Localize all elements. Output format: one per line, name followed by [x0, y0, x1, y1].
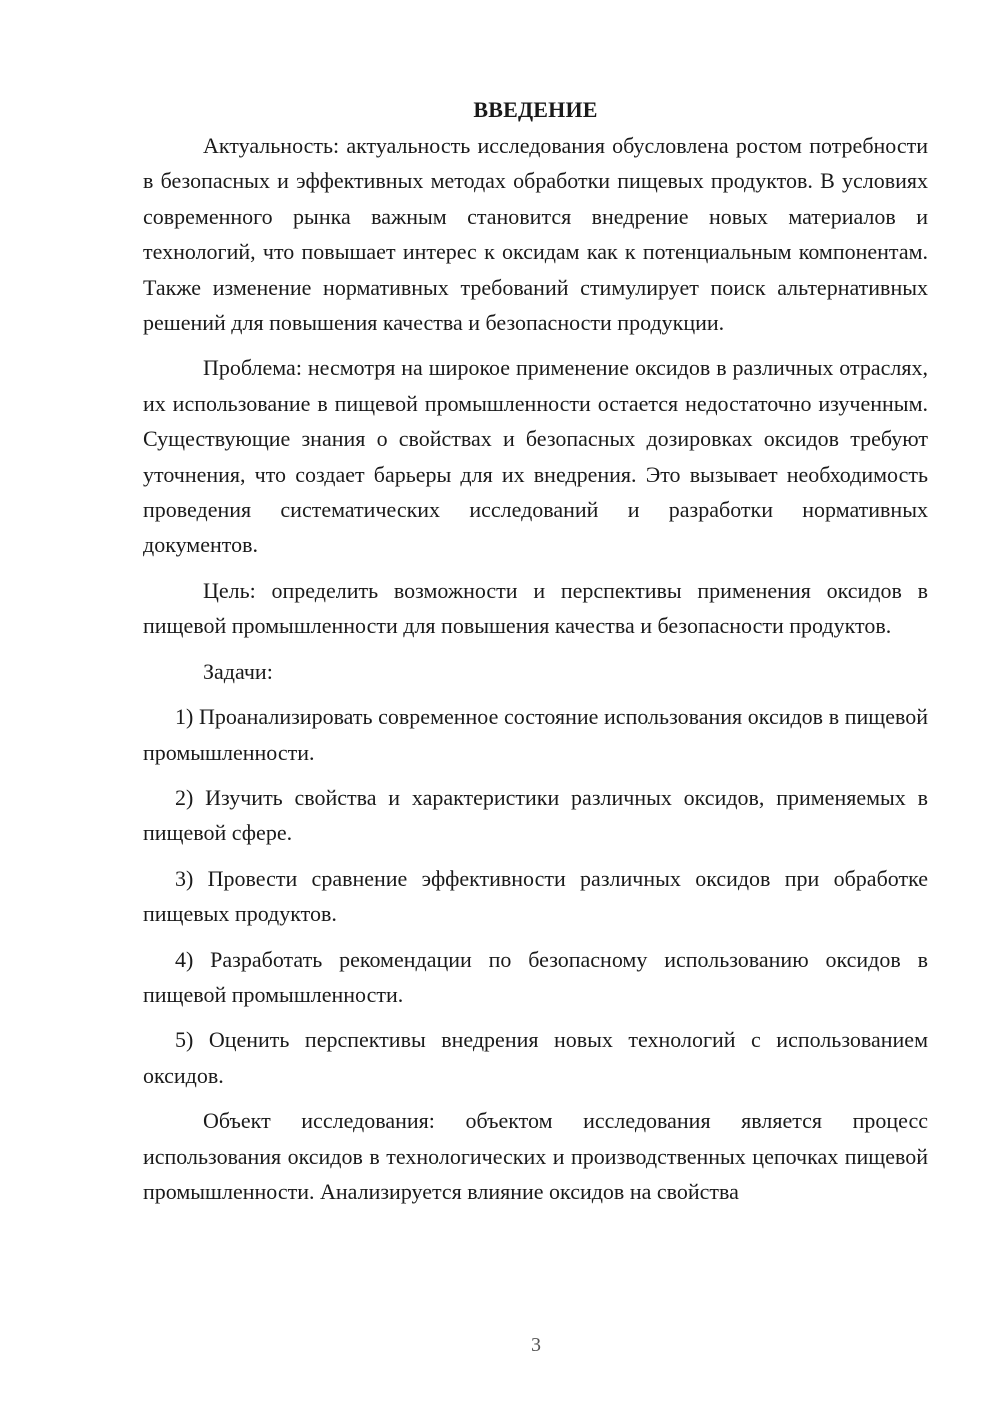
task-item-2: 2) Изучить свойства и характеристики различных оксидов, применяемых в пищевой сфере.: [143, 784, 928, 846]
document-page: [143, 92, 928, 1219]
paragraph-relevance: Актуальность: актуальность исследования обусловлена ростом потребности в безопасных и эффективных методах обработки пищевых продуктов. В условиях современного рынка важным становится внедрение новых материалов и технологий, что повышает интерес к оксидам как к потенциальным компонентам. Также изменение нормативных требований стимулирует поиск альтернативных решений для повышения качества и безопасности продукции.: [143, 133, 928, 336]
paragraph-problem: Проблема: несмотря на широкое применение оксидов в различных отраслях, их использование в пищевой промышленности остается недостаточно изученным. Существующие знания о свойствах и безопасных дозировках оксидов требуют уточнения, что создает барьеры для их внедрения. Это вызывает необходимость проведения систематических исследований и разработки нормативных документов.: [143, 355, 928, 558]
task-item-5: 5) Оценить перспективы внедрения новых технологий с использованием оксидов.: [143, 1027, 928, 1088]
task-item-3: 3) Провести сравнение эффективности различных оксидов при обработке пищевых продуктов.: [143, 865, 928, 927]
page-title: ВВЕДЕНИЕ: [473, 97, 598, 122]
paragraph-object: Объект исследования: объектом исследования является процесс использования оксидов в технологических и производственных цепочках пищевой промышленности. Анализируется влияние оксидов на свойства: [143, 1108, 928, 1204]
tasks-heading: Задачи:: [203, 658, 273, 684]
page-number: 3: [531, 1334, 541, 1356]
task-item-1: 1) Проанализировать современное состояние использования оксидов в пищевой промышленности.: [143, 704, 928, 765]
task-item-4: 4) Разработать рекомендации по безопасному использованию оксидов в пищевой промышленности.: [143, 946, 928, 1007]
paragraph-goal: Цель: определить возможности и перспективы применения оксидов в пищевой промышленности для повышения качества и безопасности продуктов.: [143, 577, 928, 639]
